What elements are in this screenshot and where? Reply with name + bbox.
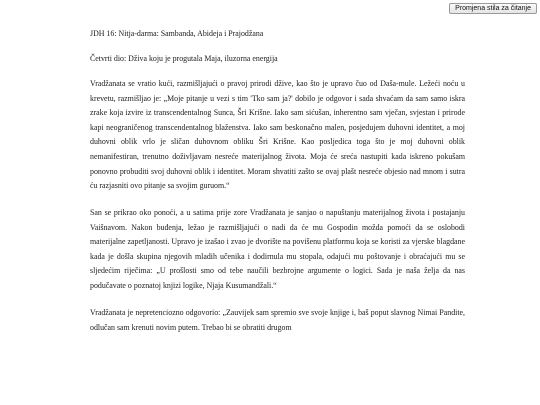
paragraph: Vradžanata je nepretenciozno odgovorio: „Zauvijek sam spremio sve svoje knjige i, baš poput slavnog Nimai Pandite, odlučan sam krenuti novim putem. Trebao bi se obratiti drugom bbox=[90, 308, 465, 332]
paragraph: Vradžanata se vratio kući, razmišljajući o pravoj prirodi džive, kao što je upravo čuo od Daša-mule. Ležeći noću u krevetu, razmišljao je: „Moje pitanje u vezi s tim 'Tko sam ja?' dobilo je odgovor i sada shvaćam da sam samo iskra zrake koja izvire iz transcendentalnog Sunca, Šri Krišne. Iako sam sićušan, inherentno sam vječan, svjestan i prirode kapi neograničenog transcendentalnog blaženstva. Iako sam beskonačno malen, posjedujem duhovni identitet, a moj duhovni oblik vrlo je sličan duhovnom obliku Šri Krišne. Kao posljedica toga što je moj duhovni oblik nemanifestiran, trenutno doživljavam nesreće materijalnog života. Moja će sreća nastupiti kada iskreno pokušam ponovno probuditi svoj duhovni oblik i identitet. Moram shvatiti zašto se ovaj plašt nesreće objesio nad mnom i sutra ću razjasniti ovo pitanje sa svojim guruom.“ bbox=[90, 78, 465, 191]
reading-style-toggle-button[interactable]: Promjena stila za čitanje bbox=[449, 3, 537, 14]
book-title: JDH 16: Nitja-darma: Sambanda, Abideja i Prajodžana bbox=[90, 29, 264, 38]
paragraph: San se prikrao oko ponoći, a u satima prije zore Vradžanata je sanjao o napuštanju materijalnog života i postajanju Vaišnavom. Nakon buđenja, ležao je razmišljajući o nadi da će mu Gospodin možda pomoći da se oslobodi materijalne zapetljanosti. Upravo je izašao i zvao je dvorište na povišenu platformu koja se koristi za vjerske blagdane kada je došla skupina njegovih mladih učenika i dodirnula mu stopala, odajući mu poštovanje i obraćajući mu se sljedećim riječima: „U prošlosti smo od tebe naučili bezbrojne argumente o logici. Sada je naša želja da nas podučavate o poznatoj knjizi logike, Njaja Kusumandžali.“ bbox=[90, 208, 465, 291]
part-title: Četvrti dio: Dživa koju je progutala Maja, iluzorna energija bbox=[90, 53, 278, 63]
document-content bbox=[90, 27, 465, 348]
